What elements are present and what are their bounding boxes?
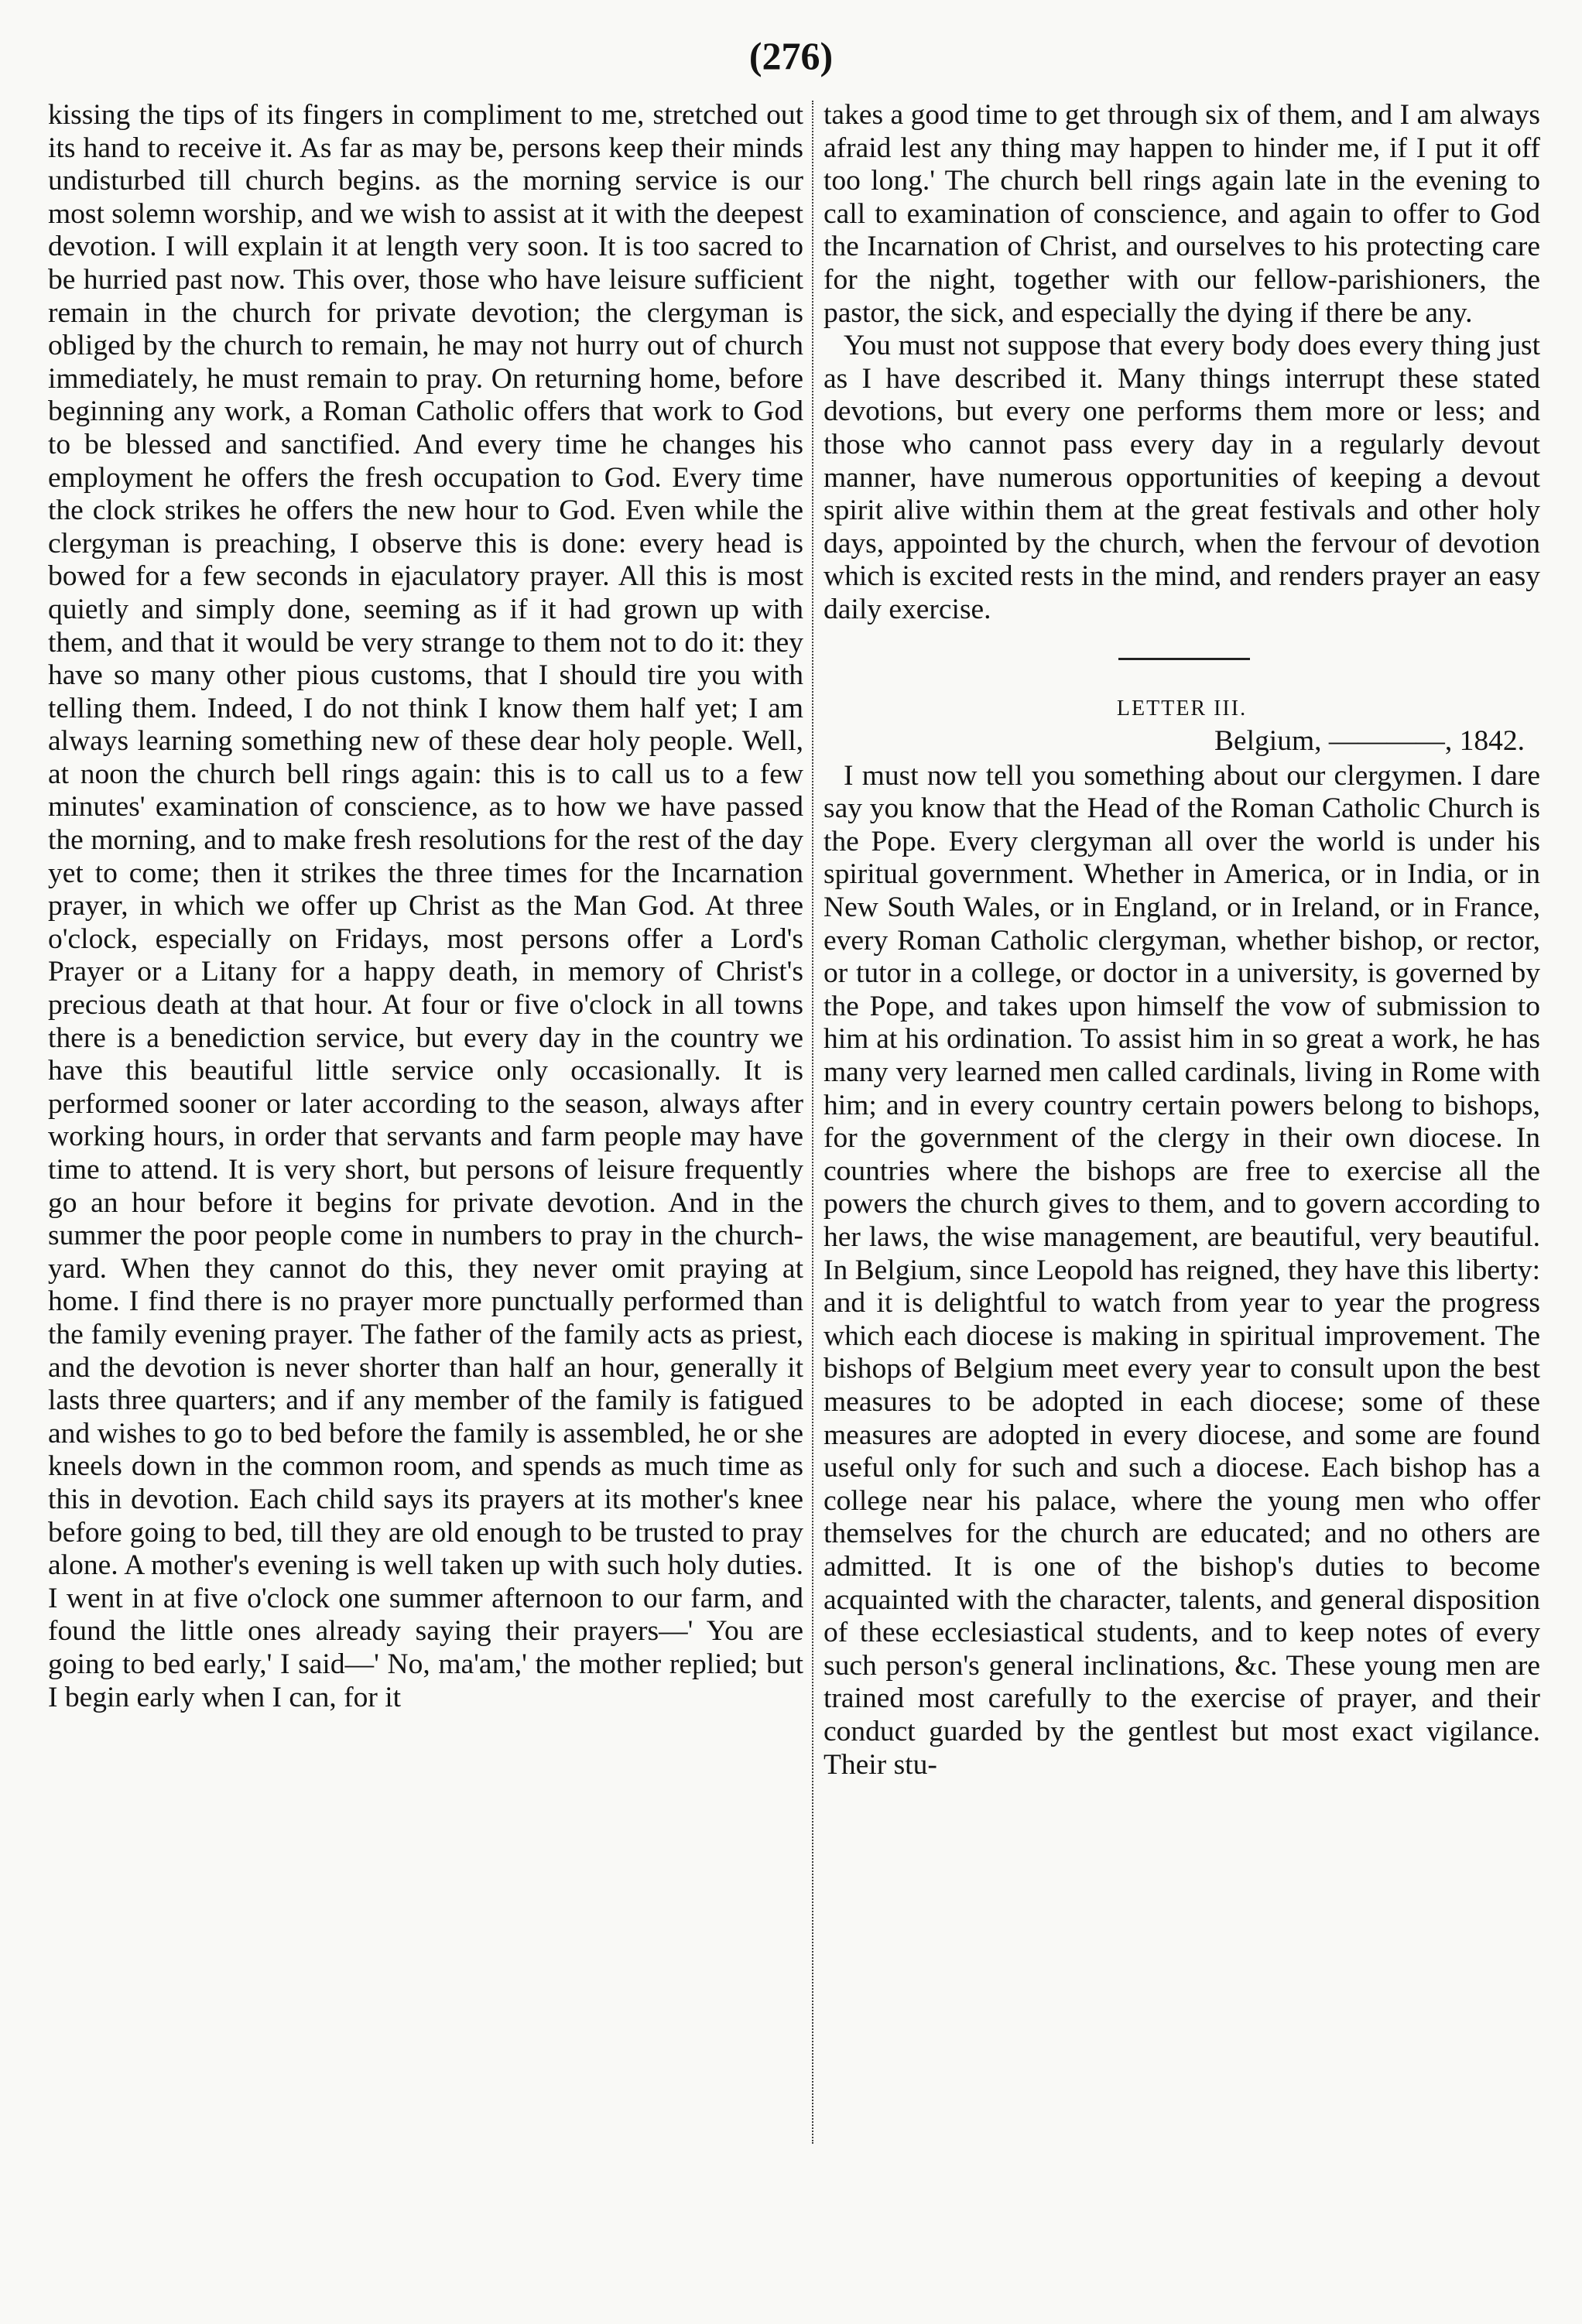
column-divider [812,101,813,2144]
letter-body [824,760,1540,1782]
right-paragraph-1: takes a good time to get through six of them, and I am always afraid lest any thing may happen to hinder me, if I put it off too long.' The church bell rings again late in the evening to call to examination of conscience, and again to offer to God the Incarnation of Christ, and ourselves to his protecting care for the night, together with our fellow-parishioners, the pastor, the sick, and especially the dying if there be any. [824,99,1540,329]
left-paragraph-1: kissing the tips of its fingers in compliment to me, stretched out its hand to receive it. As far as may be, persons keep their minds undisturbed till church begins. as the morning service is our most solemn worship, and we wish to assist at it with the deepest devotion. I will explain it at length very soon. It is too sacred to be hurried past now. This over, those who have leisure sufficient remain in the church for private devotion; the clergyman is obliged by the church to remain, he may not hurry out of church immediately, he must remain to pray. On returning home, before beginning any work, a Roman Catholic offers that work to God to be blessed and sanctified. And every time he changes his employment he offers the fresh occupation to God. Every time the clock strikes he offers the new hour to God. Even while the clergyman is preaching, I observe this is done: every head is bowed for a few seconds in ejaculatory prayer. All this is most quietly and simply done, seeming as if it had grown up with them, and that it would be very strange to them not to do it: they have so many other pious customs, that I should tire you with telling them. Indeed, I do not think I know them half yet; I am always learning something new of these dear holy people. Well, at noon the church bell rings again: this is to call us to a few minutes' examination of conscience, as to how we have passed the morning, and to make fresh resolutions for the rest of the day yet to come; then it strikes the three times for the Incarnation prayer, in which we offer up Christ as the Man God. At three o'clock, especially on Fridays, most persons offer a Lord's Prayer or a Litany for a happy death, in memory of Christ's precious death at that hour. At four or five o'clock in all towns there is a benediction service, but every day in the country we have this beautiful little service only occasionally. It is performed sooner or later according to the season, always after working hours, in order that servants and farm people may have time to attend. It is very short, but persons of leisure frequently go an hour before it begins for private devotion. And in the summer the poor people come in numbers to pray in the church-yard. When they cannot do this, they never omit praying at home. I find there is no prayer more punctually performed than the family evening prayer. The father of the family acts as priest, and the devotion is never shorter than half an hour, generally it lasts three quarters; and if any member of the family is fatigued and wishes to go to bed before the family is assembled, he or she kneels down in the common room, and spends as much time as this in devotion. Each child says its prayers at its mother's knee before going to bed, till they are old enough to be trusted to pray alone. A mother's evening is well taken up with such holy duties. I went in at five o'clock one summer afternoon to our farm, and found the little ones already saying their prayers—' You are going to bed early,' I said—' No, ma'am,' the mother replied; but I begin early when I can, for it [48,99,803,1713]
right-column [824,99,1540,1782]
right-paragraph-2: You must not suppose that every body does every thing just as I have described it. Many things interrupt these stated devotions, but every one performs them more or less; and those who cannot pass every day in a regularly devout manner, have numerous opportunities of keeping a devout spirit alive within them at the great festivals and other holy days, appointed by the church, when the fervour of devotion which is excited rests in the mind, and renders prayer an easy daily exercise. [824,330,1540,625]
letter-heading: LETTER III. [1116,696,1248,720]
page-number: (276) [748,34,834,77]
letter-paragraph-1: I must now tell you something about our clergymen. I dare say you know that the Head of the Roman Catholic Church is the Pope. Every clergyman all over the world is under his spiritual government. Whether in America, or in India, or in New South Wales, or in England, or in Ireland, or in France, every Roman Catholic clergyman, whether bishop, or rector, or tutor in a college, or doctor in a university, is governed by the Pope, and takes upon himself the vow of submission to him at his ordination. To assist him in so great a work, he has many very learned men called cardinals, living in Rome with him; and in every country certain powers belong to bishops, for the government of the clergy in their own diocese. In countries where the bishops are free to exercise all the powers the church gives to them, and to govern according to her laws, the wise management, are beautiful, very beautiful. In Belgium, since Leopold has reigned, they have this liberty: and it is delightful to watch from year to year the progress which each diocese is making in spiritual improvement. The bishops of Belgium meet every year to consult upon the best measures to be adopted in each diocese; some of these measures are adopted in every diocese, and some are found useful only for such and such a diocese. Each bishop has a college near his palace, where the young men who offer themselves for the church are educated; and no others are admitted. It is one of the bishop's duties to become acquainted with the character, talents, and general disposition of these ecclesiastical students, and to keep notes of every such person's general inclinations, &c. These young men are trained most carefully to the exercise of prayer, and their conduct guarded by the gentlest but most exact vigilance. Their stu- [824,759,1540,1781]
letter-dateline: Belgium, ————, 1842. [1214,725,1525,758]
left-column [48,99,803,1714]
section-rule [1118,658,1250,660]
